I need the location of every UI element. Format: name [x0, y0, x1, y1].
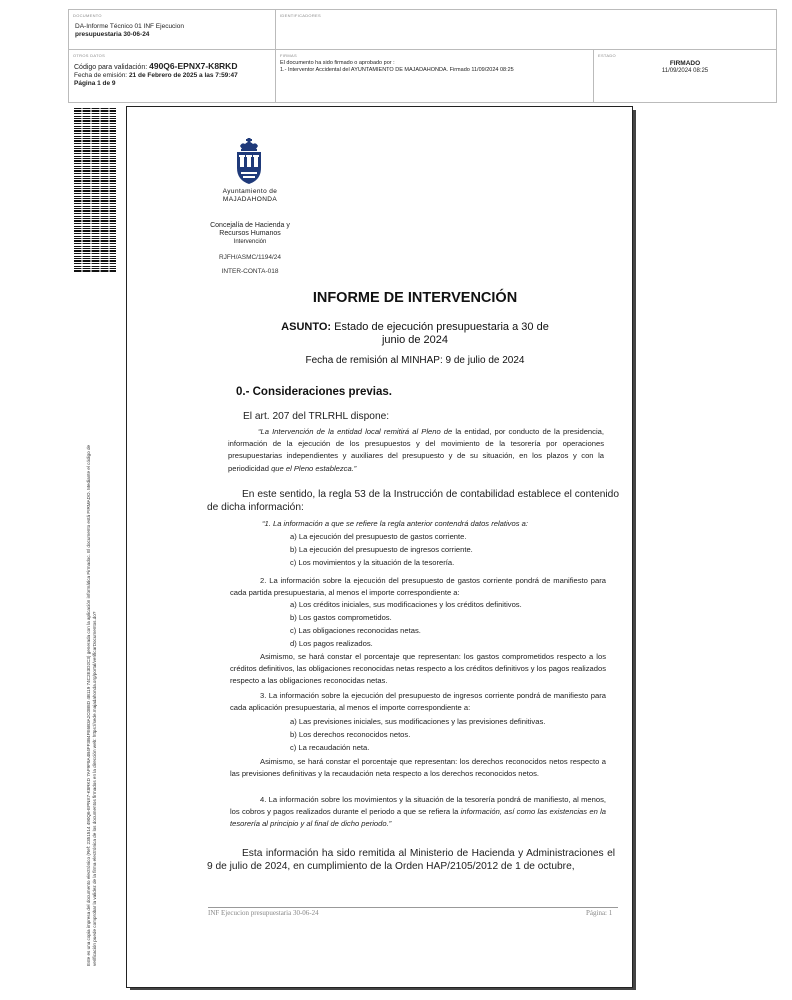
codigo-validacion — [74, 62, 237, 72]
asunto-text-2: junio de 2024 — [381, 334, 449, 346]
rule2-item-c: c) Las obligaciones reconocidas netas. — [290, 626, 421, 635]
footer-page-number: Página: 1 — [586, 909, 613, 917]
reference-code-2: INTER-CONTA-018 — [221, 268, 279, 275]
asunto-text: Estado de ejecución presupuestaria a 30 de — [334, 321, 549, 333]
rule3-item-a: a) Las previsiones iniciales, sus modificaciones y las previsiones definitivas. — [290, 717, 546, 726]
remision-date: Fecha de remisión al MINHAP: 9 de julio de 2024 — [305, 355, 525, 366]
rule1-item-c: c) Los movimientos y la situación de la tesorería. — [290, 558, 455, 567]
dept-line1: Concejalía de Hacienda y — [210, 222, 290, 229]
rule3-intro: 3. La información sobre la ejecución del presupuesto de ingresos corriente pondrá de manifiesto para cada aplicación presupuestaria, al menos el importe correspondiente a: — [230, 691, 606, 713]
asunto-label: ASUNTO: — [281, 321, 332, 333]
rule3-item-c: c) La recaudación neta. — [290, 743, 370, 752]
rule1-intro: “1. La información a que se refiere la regla anterior contendrá datos relativos a: — [262, 519, 528, 528]
firmas-intro: El documento ha sido firmado o aprobado por : — [280, 60, 395, 66]
org-name — [206, 188, 294, 204]
quote-paragraph — [228, 426, 604, 475]
org-line1: Ayuntamiento de — [222, 188, 278, 195]
side-text-line2: verificación puede comprobar la validez de la firma electrónica de los documentos firmados en la dirección web: https://sede.majadahonda.org/portal/verificarDocumentos.do? — [92, 611, 97, 966]
estado-cell — [594, 50, 776, 102]
firmas-cell — [276, 50, 594, 102]
firmas-label: FIRMAS — [280, 53, 297, 58]
section-heading: 0.- Consideraciones previas. — [236, 386, 392, 398]
validation-header — [68, 9, 777, 103]
page-shadow-right — [633, 110, 636, 990]
quote-italic-1: “La Intervención de la entidad local remitirá al Pleno de — [258, 427, 453, 436]
quote-rest: la entidad, por conducto de la presidencia, información de la ejecución de los presupuestos y del movimiento de la tesorería por operaciones presupuestarias independientes y auxiliares del presupuesto y de su situación, en los plazos y con la periodicidad — [228, 427, 604, 473]
page-title: INFORME DE INTERVENCIÓN — [312, 290, 518, 306]
coat-of-arms-icon — [234, 138, 264, 186]
reference-code-1: RJFH/ASMC/1194/24 — [218, 254, 281, 261]
rule4-text: 4. La información sobre los movimientos y la situación de la tesorería pondrá de manifiesto, al menos, los cobros y pagos realizados durante el periodo a que se refiera la — [230, 795, 606, 817]
fecha-emision — [74, 72, 238, 80]
documento-line1: DA-Informe Técnico 01 INF Ejecucion — [75, 23, 184, 30]
estado-value: FIRMADO — [669, 60, 701, 67]
estado-label: ESTADO — [598, 53, 616, 58]
codigo-label: Código para validación: — [74, 64, 148, 71]
rule1-item-a: a) La ejecución del presupuesto de gastos corriente. — [290, 532, 467, 541]
firmas-text — [280, 60, 514, 74]
codigo-value[interactable]: 490Q6-EPNX7-K8RKD — [149, 61, 238, 71]
rule3-item-b: b) Los derechos reconocidos netos. — [290, 730, 411, 739]
estado-date: 11/09/2024 08:25 — [661, 68, 709, 74]
documento-cell — [69, 10, 276, 50]
rule1-item-b: b) La ejecución del presupuesto de ingresos corriente. — [290, 545, 473, 554]
rule2-intro: 2. La información sobre la ejecución del presupuesto de gastos corriente pondrá de manifiesto para cada partida presupuestaria, al menos el importe correspondiente a: — [230, 576, 606, 598]
rule3-asimismo: Asimismo, se hará constar el porcentaje que representan: los derechos reconocidos netos respecto a las previsiones definitivas y la recaudación neta respecto a los derechos reconocidos netos. — [230, 757, 606, 779]
otros-datos-cell — [69, 50, 276, 102]
side-text-line1: Este es una copia impresa del documento electrónico (Ref: 2351514 490Q6-EPNX7-K8RKD 7AF9F8A4B4FF3B4FE6B3A2C0B8D 4B119 74C2E3D2C3) generada con la aplicación informática Firmadoc. El documento está FIRMADO. Mediante el código de — [86, 444, 91, 966]
dept-line2: Recursos Humanos — [219, 230, 281, 237]
documento-value — [75, 23, 184, 39]
footer-divider — [208, 907, 618, 908]
otros-datos-label: OTROS DATOS — [73, 53, 106, 58]
documento-label: DOCUMENTO — [73, 13, 102, 18]
art-intro: El art. 207 del TRLRHL dispone: — [243, 411, 390, 422]
quote-italic-2: que el Pleno establezca.” — [271, 463, 357, 473]
pagina-count: Página 1 de 9 — [74, 80, 116, 87]
documento-line2: presupuestaria 30-06-24 — [75, 31, 150, 38]
closing-paragraph: Esta información ha sido remitida al Ministerio de Hacienda y Administraciones el 9 de julio de 2024, en cumplimiento de la Orden HAP/2105/2012 de 1 de octubre, — [207, 848, 615, 873]
fecha-label: Fecha de emisión: — [74, 72, 128, 79]
department — [200, 222, 300, 246]
regla-intro: En este sentido, la regla 53 de la Instrucción de contabilidad establece el contenido de dicha información: — [207, 489, 619, 514]
firmas-line: 1.- Interventor Accidental del AYUNTAMIENTO DE MAJADAHONDA. Firmado 11/09/2024 08:25 — [280, 67, 514, 73]
rule2-item-a: a) Los créditos iniciales, sus modificaciones y los créditos definitivos. — [290, 600, 522, 609]
rule4-italic: información, así como las existencias en la tesorería al principio y al final de dicho periodo.” — [230, 807, 606, 829]
fecha-value: 21 de Febrero de 2025 a las 7:59:47 — [128, 72, 238, 79]
asunto — [260, 321, 570, 347]
dept-line3: Intervención — [233, 239, 267, 245]
rule2-item-d: d) Los pagos realizados. — [290, 639, 373, 648]
side-verification-text — [86, 304, 98, 966]
rule2-item-b: b) Los gastos comprometidos. — [290, 613, 392, 622]
rule2-asimismo: Asimismo, se hará constar el porcentaje que representan: los gastos comprometidos respecto a los créditos definitivos, las obligaciones reconocidas netas respecto a los créditos definitivos y los pagos realizados respecto a las obligaciones reconocidas netas. — [230, 652, 606, 686]
barcode — [74, 108, 116, 272]
identificadores-label: IDENTIFICADORES — [280, 13, 321, 18]
identificadores-cell — [276, 10, 776, 50]
org-line2: MAJADAHONDA — [222, 196, 278, 203]
footer-doc-name: INF Ejecucion presupuestaria 30-06-24 — [208, 909, 319, 917]
rule4-paragraph — [230, 794, 606, 831]
